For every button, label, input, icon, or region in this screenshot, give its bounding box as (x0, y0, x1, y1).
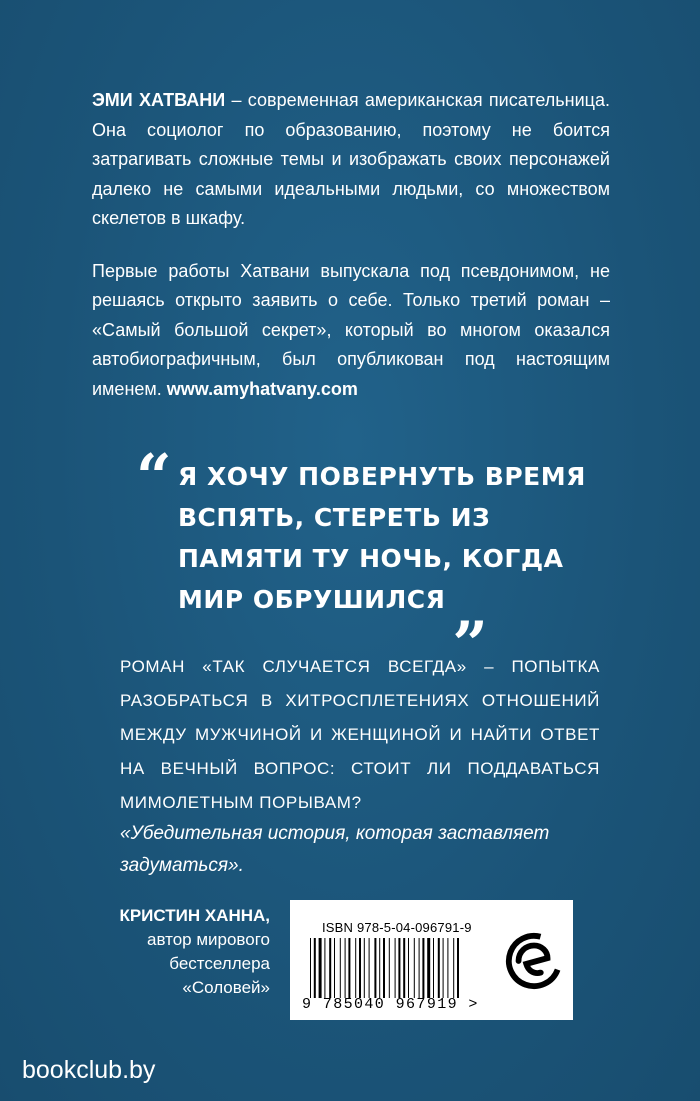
author-website: www.amyhatvany.com (166, 378, 358, 399)
critic-name: КРИСТИН ХАННА, (119, 906, 270, 925)
pull-quote-body (138, 456, 598, 645)
review-quote: «Убедительная история, которая заставляет задуматься». (120, 823, 550, 876)
critic-title-line-2: бестселлера (169, 954, 270, 973)
review-attribution (80, 904, 270, 1000)
critic-title-line-1: автор мирового (146, 930, 270, 949)
barcode-icon (308, 938, 498, 998)
open-quote-mark: “ (136, 440, 173, 513)
bio-paragraph-1 (92, 86, 610, 234)
pull-quote (136, 440, 598, 645)
close-quote-mark: „ (453, 572, 490, 645)
author-name: ЭМИ ХАТВАНИ (92, 90, 226, 110)
bio-paragraph-1-text: – современная американская писательница. Она социолог по образованию, поэтому не боится затрагивать сложные темы и изображать своих персонажей далеко не самыми идеальными людьми, со множеством скелетов в шкафу. (92, 90, 610, 228)
barcode-panel (290, 900, 573, 1020)
isbn-number: ISBN 978-5-04-096791-9 (322, 920, 472, 935)
eksmo-logo-icon (505, 932, 563, 990)
book-blurb: РОМАН «ТАК СЛУЧАЕТСЯ ВСЕГДА» – ПОПЫТКА РАЗОБРАТЬСЯ В ХИТРОСПЛЕТЕНИЯХ ОТНОШЕНИЙ МЕЖДУ МУЖЧИНОЙ И ЖЕНЩИНОЙ И НАЙТИ ОТВЕТ НА ВЕЧНЫЙ ВОПРОС: СТОИТ ЛИ ПОДДАВАТЬСЯ МИМОЛЕТНЫМ ПОРЫВАМ? (120, 657, 600, 812)
watermark: bookclub.by (22, 1056, 156, 1084)
author-bio (92, 86, 610, 427)
bio-paragraph-2-text: Первые работы Хатвани выпускала под псевдонимом, не решаясь открыто заявить о себе. Только третий роман – «Самый большой секрет», который во многом оказался автобиографичным, был опубликован под настоящим именем. (92, 260, 610, 399)
barcode-digits: 9 785040 967919 > (302, 996, 479, 1013)
bio-paragraph-2 (92, 257, 610, 405)
pull-quote-text: Я ХОЧУ ПОВЕРНУТЬ ВРЕМЯ ВСПЯТЬ, СТЕРЕТЬ ИЗ ПАМЯТИ ТУ НОЧЬ, КОГДА МИР ОБРУШИЛСЯ (178, 462, 586, 614)
critic-title-line-3: «Соловей» (182, 978, 270, 997)
